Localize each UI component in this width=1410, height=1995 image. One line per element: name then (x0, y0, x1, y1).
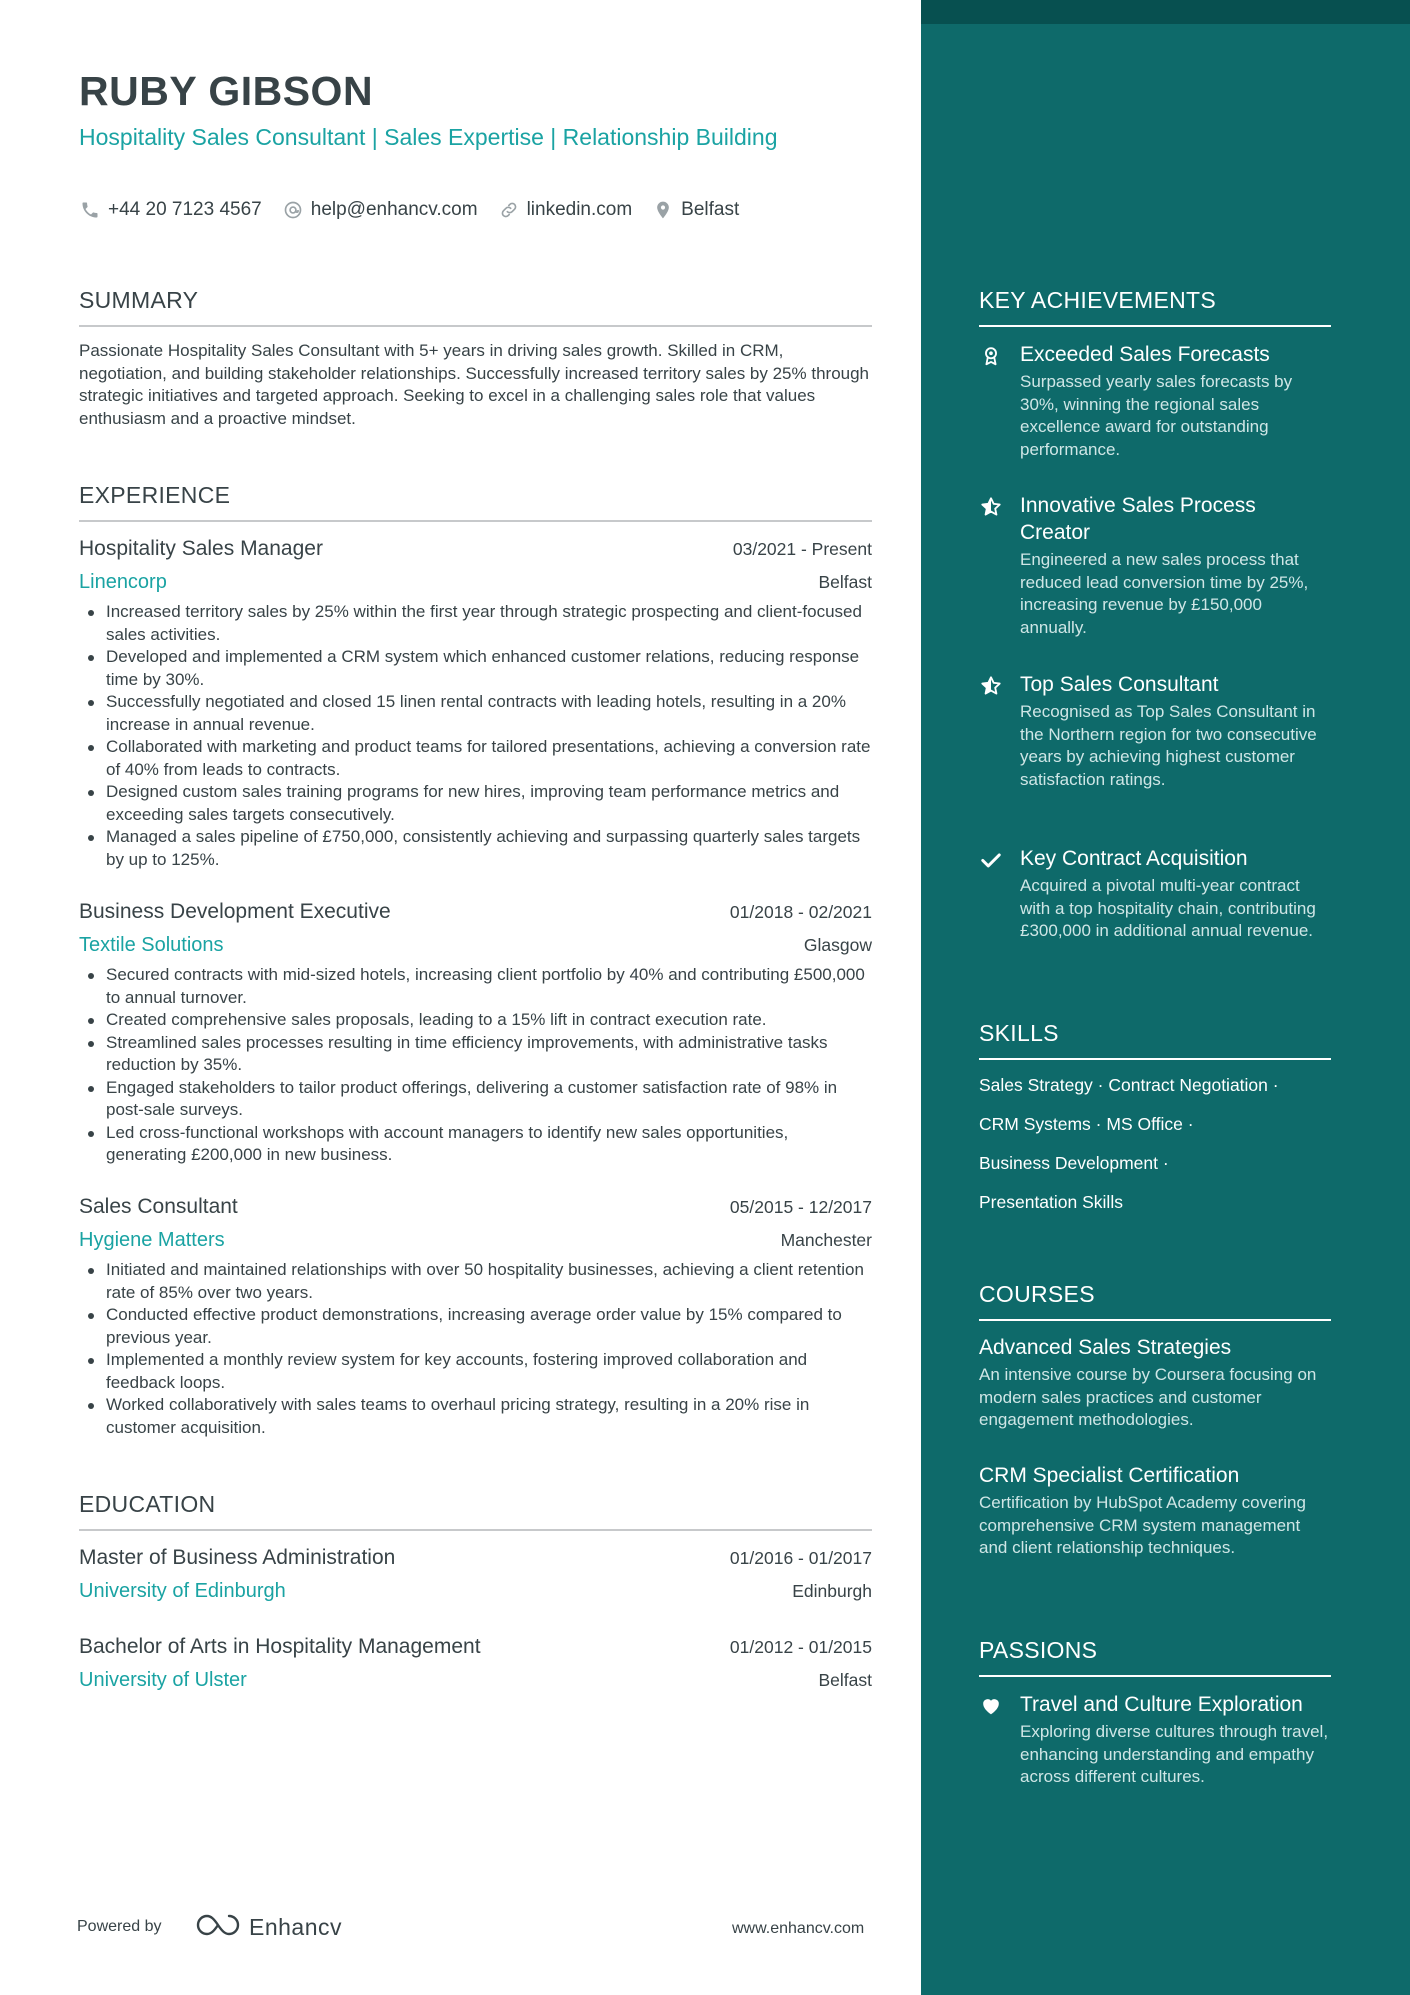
job-dates: 05/2015 - 12/2017 (729, 1197, 872, 1217)
degree: Master of Business Administration (79, 1546, 396, 1569)
skill-line: Sales Strategy · Contract Negotiation · (979, 1075, 1279, 1095)
passion-desc: Exploring diverse cultures through travel, enhancing understanding and empathy across different cultures. (1020, 1722, 1329, 1786)
job-dates: 01/2018 - 02/2021 (729, 902, 872, 922)
job-bullet: Collaborated with marketing and product teams for tailored presentations, achieving a conversion rate of 40% from leads to contracts. (79, 736, 872, 781)
education-dates: 01/2016 - 01/2017 (729, 1548, 872, 1568)
achievement-desc: Surpassed yearly sales forecasts by 30%, winning the regional sales excellence award for outstanding performance. (1020, 372, 1293, 459)
checkmark-icon (979, 848, 1003, 872)
course-title: Advanced Sales Strategies (979, 1336, 1232, 1359)
job-bullet: Designed custom sales training programs for new hires, improving team performance metrics and exceeding sales targets consecutively. (79, 781, 872, 826)
star-icon (979, 495, 1003, 519)
achievement-desc: Recognised as Top Sales Consultant in the Northern region for two consecutive years by achieving highest customer satisfaction ratings. (1020, 702, 1317, 789)
location-icon (652, 199, 674, 221)
experience-heading: EXPERIENCE (79, 482, 231, 508)
education-entry (79, 1635, 872, 1699)
achievement-title: Top Sales Consultant (1020, 673, 1219, 696)
contact-location (652, 199, 739, 221)
job-location: Manchester (780, 1230, 872, 1250)
skills-heading: SKILLS (979, 1020, 1059, 1046)
job-bullet: Engaged stakeholders to tailor product offerings, delivering a customer satisfaction rate of 98% in post-sale surveys. (79, 1077, 872, 1122)
job-location: Glasgow (803, 935, 872, 955)
job-bullets (79, 601, 872, 871)
education-heading: EDUCATION (79, 1491, 216, 1517)
contact-email[interactable] (282, 199, 478, 221)
achievement-desc: Acquired a pivotal multi-year contract with a top hospitality chain, contributing £300,000 in additional annual revenue. (1020, 876, 1316, 940)
contact-phone[interactable] (79, 199, 262, 221)
achievement-item (979, 845, 1331, 943)
education-divider (79, 1529, 872, 1531)
skills-divider (979, 1058, 1331, 1060)
job-company: Textile Solutions (79, 934, 224, 956)
enhancv-logo[interactable] (195, 1912, 342, 1943)
job-title: Business Development Executive (79, 900, 391, 923)
summary-heading: SUMMARY (79, 287, 199, 313)
education-location: Belfast (818, 1670, 872, 1690)
skill-line: Business Development · (979, 1153, 1169, 1173)
job-bullet: Secured contracts with mid-sized hotels, increasing client portfolio by 40% and contributing £500,000 to annual turnover. (79, 964, 872, 1009)
school: University of Edinburgh (79, 1580, 286, 1602)
contact-linkedin-text: linkedin.com (526, 199, 633, 220)
job-bullet: Developed and implemented a CRM system which enhanced customer relations, reducing response time by 30%. (79, 646, 872, 691)
achievement-title: Innovative Sales Process Creator (1020, 494, 1256, 544)
at-icon (282, 199, 304, 221)
job-bullets (79, 964, 872, 1167)
education-entry (79, 1546, 872, 1610)
course-title: CRM Specialist Certification (979, 1464, 1240, 1487)
education-dates: 01/2012 - 01/2015 (729, 1637, 872, 1657)
sidebar-top-bar (921, 0, 1410, 24)
job-bullet: Worked collaboratively with sales teams to overhaul pricing strategy, resulting in a 20% rise in customer acquisition. (79, 1394, 872, 1439)
school: University of Ulster (79, 1669, 247, 1691)
course-item (979, 1334, 1331, 1432)
courses-divider (979, 1319, 1331, 1321)
achievements-heading: KEY ACHIEVEMENTS (979, 287, 1217, 313)
job-location: Belfast (818, 572, 872, 592)
link-icon (498, 199, 520, 221)
job-bullet: Initiated and maintained relationships with over 50 hospitality businesses, achieving a client retention rate of 85% over two years. (79, 1259, 872, 1304)
heart-icon (979, 1694, 1003, 1718)
job-bullet: Conducted effective product demonstrations, increasing average order value by 15% compared to previous year. (79, 1304, 872, 1349)
course-desc: An intensive course by Coursera focusing on modern sales practices and customer engagement methodologies. (979, 1365, 1317, 1429)
achievement-item (979, 341, 1331, 461)
experience-divider (79, 520, 872, 522)
achievement-desc: Engineered a new sales process that reduced lead conversion time by 25%, increasing revenue by £150,000 annually. (1020, 550, 1309, 637)
contact-email-text: help@enhancv.com (310, 199, 478, 220)
job-bullet: Streamlined sales processes resulting in time efficiency improvements, with administrative tasks reduction by 35%. (79, 1032, 872, 1077)
star-icon (979, 674, 1003, 698)
powered-by-label: Powered by (77, 1918, 162, 1935)
passions-heading: PASSIONS (979, 1637, 1098, 1663)
achievement-title: Exceeded Sales Forecasts (1020, 343, 1270, 366)
course-desc: Certification by HubSpot Academy covering comprehensive CRM system management and client relationship techniques. (979, 1493, 1306, 1557)
summary-divider (79, 325, 872, 327)
job-bullet: Increased territory sales by 25% within the first year through strategic prospecting and client-focused sales activities. (79, 601, 872, 646)
job-title: Sales Consultant (79, 1195, 238, 1218)
skill-line: Presentation Skills (979, 1192, 1123, 1212)
job-bullet: Successfully negotiated and closed 15 linen rental contracts with leading hotels, resulting in a 20% increase in annual revenue. (79, 691, 872, 736)
job-bullets (79, 1259, 872, 1439)
contact-location-text: Belfast (681, 199, 740, 220)
job-entry (79, 537, 872, 877)
achievement-item (979, 492, 1331, 639)
passion-item (979, 1691, 1331, 1789)
job-company: Hygiene Matters (79, 1229, 225, 1251)
job-bullet: Created comprehensive sales proposals, leading to a 15% lift in contract execution rate. (79, 1009, 872, 1032)
job-bullet: Managed a sales pipeline of £750,000, consistently achieving and surpassing quarterly sales targets by up to 125%. (79, 826, 872, 871)
headline: Hospitality Sales Consultant | Sales Expertise | Relationship Building (79, 124, 778, 150)
job-bullet: Led cross-functional workshops with account managers to identify new sales opportunities, generating £200,000 in new business. (79, 1122, 872, 1167)
achievement-item (979, 671, 1331, 791)
brand-name: Enhancv (249, 1914, 343, 1940)
courses-heading: COURSES (979, 1281, 1095, 1307)
job-dates: 03/2021 - Present (732, 539, 872, 559)
job-title: Hospitality Sales Manager (79, 537, 323, 560)
phone-icon (79, 199, 101, 221)
degree: Bachelor of Arts in Hospitality Management (79, 1635, 481, 1658)
passion-title: Travel and Culture Exploration (1020, 1693, 1303, 1716)
job-company: Linencorp (79, 571, 167, 593)
achievements-divider (979, 325, 1331, 327)
candidate-name: RUBY GIBSON (79, 68, 374, 114)
infinity-logo-icon (195, 1912, 241, 1943)
passions-divider (979, 1675, 1331, 1677)
award-icon (979, 344, 1003, 368)
course-item (979, 1462, 1331, 1560)
job-bullet: Implemented a monthly review system for key accounts, fostering improved collaboration and feedback loops. (79, 1349, 872, 1394)
contact-phone-text: +44 20 7123 4567 (108, 199, 262, 220)
job-entry (79, 900, 872, 1180)
summary-text: Passionate Hospitality Sales Consultant with 5+ years in driving sales growth. Skilled in CRM, negotiation, and building stakeholder relationships. Successfully increased territory sales by 25% through strategic initiatives and targeted approach. Seeking to excel in a challenging sales role that values enthusiasm and a proactive mindset. (79, 341, 870, 428)
skill-line: CRM Systems · MS Office · (979, 1114, 1194, 1134)
footer-url[interactable]: www.enhancv.com (732, 1920, 865, 1937)
contact-linkedin[interactable] (498, 199, 633, 221)
achievement-title: Key Contract Acquisition (1020, 847, 1248, 870)
contact-bar (79, 199, 759, 221)
skills-list (979, 1070, 1331, 1226)
job-entry (79, 1195, 872, 1455)
education-location: Edinburgh (792, 1581, 872, 1601)
